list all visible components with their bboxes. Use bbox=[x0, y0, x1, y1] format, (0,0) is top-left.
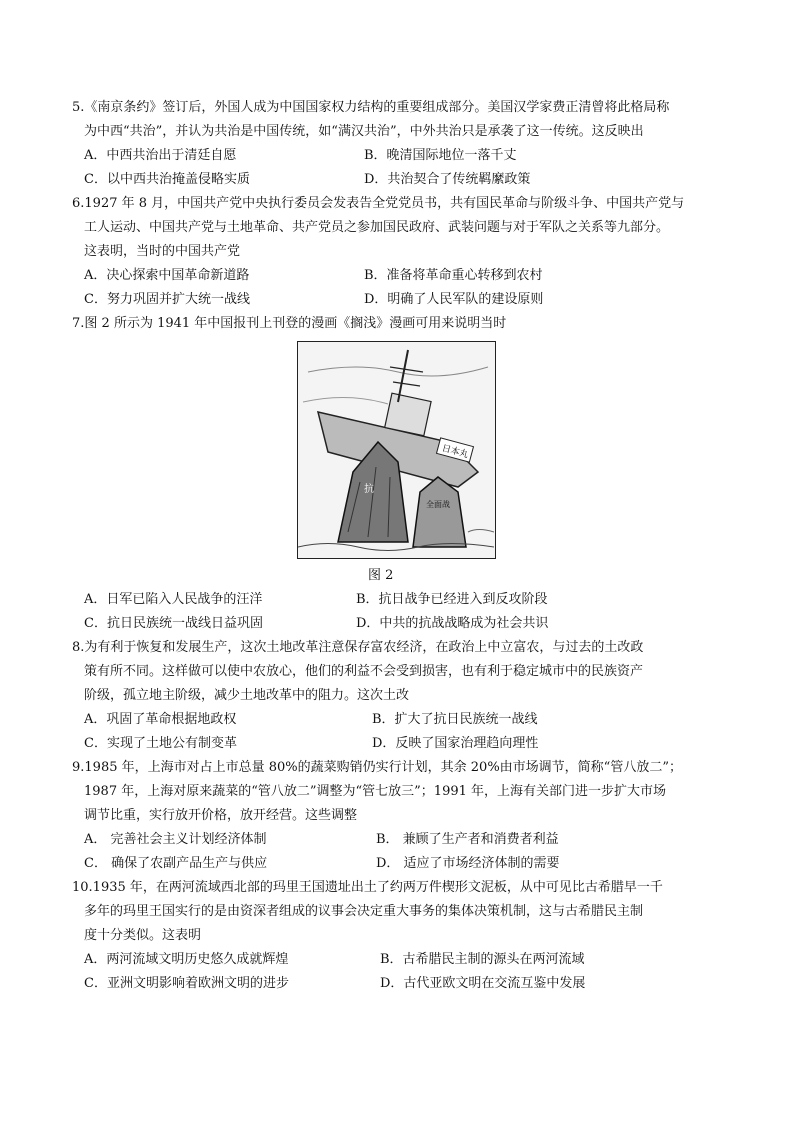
ship-label: 日本丸 bbox=[440, 443, 470, 461]
q6-line-2: 工人运动、中国共产党与土地革命、共产党员之参加国民政府、武装问题与对于军队之关系等九部分。 bbox=[84, 220, 670, 235]
q6-option-c[interactable]: C．努力巩固并扩大统一战线 bbox=[84, 292, 250, 307]
ship-bridge bbox=[385, 393, 431, 436]
right-rock-label: 全面战 bbox=[426, 500, 450, 509]
cartoon-figure bbox=[297, 341, 496, 559]
ship-mast bbox=[398, 350, 408, 402]
q6-option-d[interactable]: D．明确了人民军队的建设原则 bbox=[364, 292, 544, 307]
figure-caption: 图 2 bbox=[368, 568, 394, 583]
q10-option-b[interactable]: B．古希腊民主制的源头在两河流域 bbox=[380, 952, 585, 967]
q7-option-d[interactable]: D．中共的抗战战略成为社会共识 bbox=[356, 616, 549, 631]
left-rock-label: 抗 bbox=[364, 484, 374, 495]
q8-option-c[interactable]: C．实现了土地公有制变革 bbox=[84, 736, 237, 751]
q10-line-1: 10.1935 年，在两河流域西北部的玛里王国遗址出土了约两万件楔形文泥板，从中可见比古希腊早一千 bbox=[72, 880, 663, 895]
stranded-ship-cartoon bbox=[298, 342, 494, 557]
q7-option-a[interactable]: A．日军已陷入人民战争的汪洋 bbox=[84, 592, 263, 607]
q7-option-b[interactable]: B．抗日战争已经进入到反攻阶段 bbox=[356, 592, 548, 607]
q8-option-b[interactable]: B．扩大了抗日民族统一战线 bbox=[372, 712, 538, 727]
q5-line-1: 5.《南京条约》签订后，外国人成为中国国家权力结构的重要组成部分。美国汉学家费正清曾将此格局称 bbox=[72, 100, 670, 115]
q8-line-1: 8.为有利于恢复和发展生产，这次土地改革注意保存富农经济，在政治上中立富农，与过去的土改政 bbox=[72, 640, 644, 655]
q10-option-d[interactable]: D．古代亚欧文明在交流互鉴中发展 bbox=[380, 976, 586, 991]
q10-option-c[interactable]: C．亚洲文明影响着欧洲文明的进步 bbox=[84, 976, 289, 991]
q10-line-3: 度十分类似。这表明 bbox=[84, 928, 202, 943]
q9-option-b[interactable]: B． 兼顾了生产者和消费者利益 bbox=[376, 832, 559, 847]
q9-line-2: 1987 年，上海对原来蔬菜的“管八放二”调整为“管七放三”；1991 年，上海有关部门进一步扩大市场 bbox=[84, 784, 667, 799]
q6-option-a[interactable]: A．决心探索中国革命新道路 bbox=[84, 268, 250, 283]
q9-option-a[interactable]: A． 完善社会主义计划经济体制 bbox=[84, 832, 267, 847]
q6-line-3: 这表明，当时的中国共产党 bbox=[84, 244, 241, 259]
q5-option-d[interactable]: D．共治契合了传统羁縻政策 bbox=[364, 172, 531, 187]
q8-option-d[interactable]: D．反映了国家治理趋向理性 bbox=[372, 736, 539, 751]
q10-option-a[interactable]: A．两河流域文明历史悠久成就辉煌 bbox=[84, 952, 289, 967]
q9-option-d[interactable]: D． 适应了市场经济体制的需要 bbox=[376, 856, 560, 871]
q5-option-b[interactable]: B．晚清国际地位一落千丈 bbox=[364, 148, 517, 163]
q9-line-1: 9.1985 年，上海市对占上市总量 80%的蔬菜购销仍实行计划，其余 20%由市场调节，简称“管八放二”； bbox=[72, 760, 682, 775]
q9-option-c[interactable]: C． 确保了农副产品生产与供应 bbox=[84, 856, 268, 871]
q6-line-1: 6.1927 年 8 月，中国共产党中央执行委员会发表告全党党员书，共有国民革命与阶级斗争、中国共产党与 bbox=[72, 196, 685, 211]
q5-line-2: 为中西“共治”，并认为共治是中国传统，如“满汉共治”，中外共治只是承袭了这一传统。这反映出 bbox=[84, 124, 644, 139]
q8-line-3: 阶级，孤立地主阶级，减少土地改革中的阻力。这次土改 bbox=[84, 688, 410, 703]
q8-line-2: 策有所不同。这样做可以使中农放心，他们的利益不会受到损害，也有利于稳定城市中的民族资产 bbox=[84, 664, 644, 679]
q9-line-3: 调节比重，实行放开价格，放开经营。这些调整 bbox=[84, 808, 358, 823]
q8-option-a[interactable]: A．巩固了革命根据地政权 bbox=[84, 712, 237, 727]
q7-option-c[interactable]: C．抗日民族统一战线日益巩固 bbox=[84, 616, 263, 631]
q6-option-b[interactable]: B．准备将革命重心转移到农村 bbox=[364, 268, 543, 283]
q5-option-a[interactable]: A．中西共治出于清廷自愿 bbox=[84, 148, 237, 163]
q10-line-2: 多年的玛里王国实行的是由资深者组成的议事会决定重大事务的集体决策机制，这与古希腊民主制 bbox=[84, 904, 644, 919]
q7-line-1: 7.图 2 所示为 1941 年中国报刊上刊登的漫画《搁浅》漫画可用来说明当时 bbox=[72, 316, 507, 331]
q5-option-c[interactable]: C．以中西共治掩盖侵略实质 bbox=[84, 172, 250, 187]
